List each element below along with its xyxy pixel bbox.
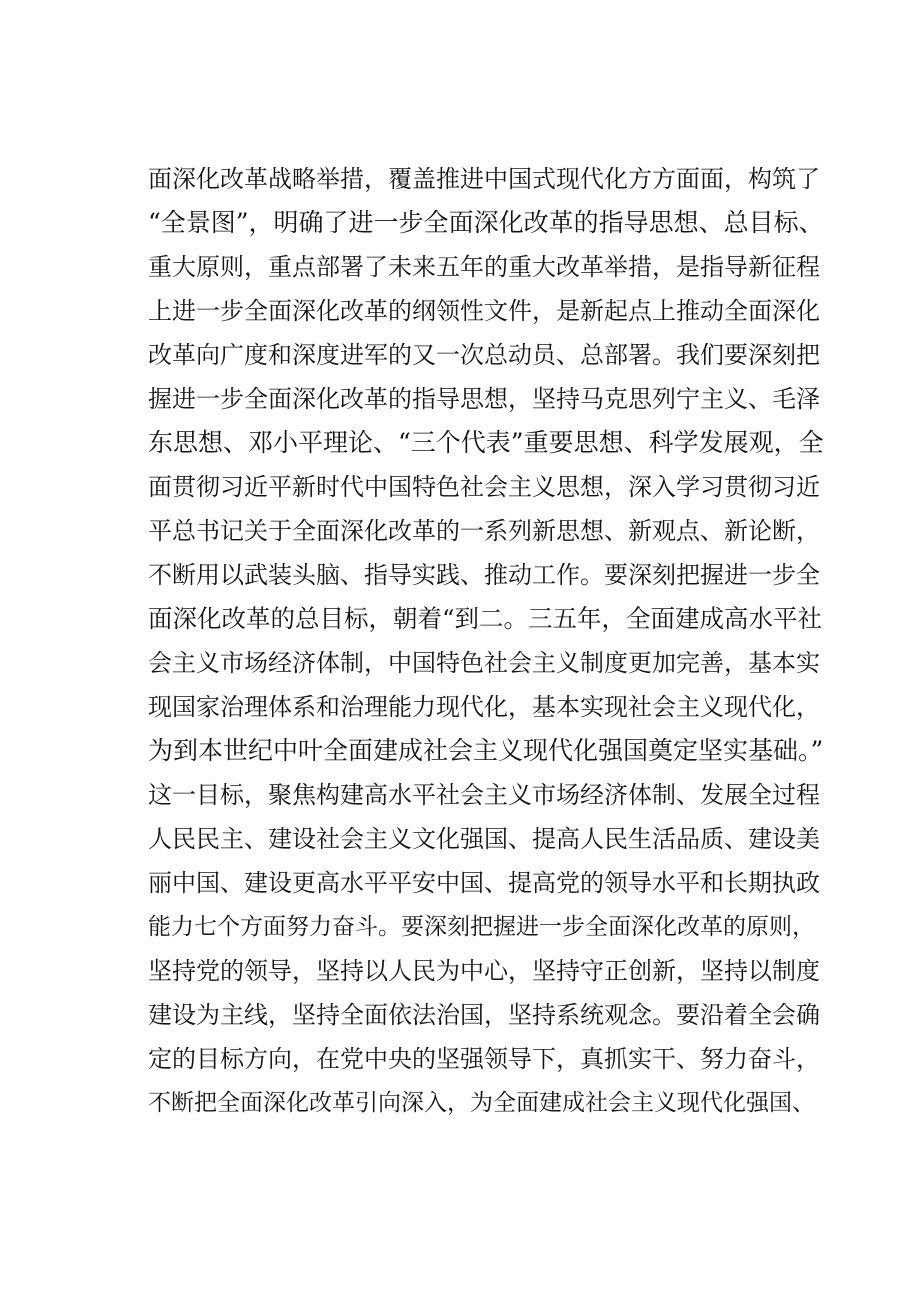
text-line: 面深化改革的总目标，朝着“到二。三五年，全面建成高水平社 xyxy=(148,604,823,633)
text-line: 不断用以武装头脑、指导实践、推动工作。要深刻把握进一步全 xyxy=(148,561,820,589)
text-line: 平总书记关于全面深化改革的一系列新思想、新观点、新论断， xyxy=(148,517,820,545)
text-line: 重大原则，重点部署了未来五年的重大改革举措，是指导新征程 xyxy=(148,253,820,281)
body-text xyxy=(148,157,828,1125)
text-line: 这一目标，聚焦构建高水平社会主义市场经济体制、发展全过程 xyxy=(148,781,820,809)
text-line: 改革向广度和深度进军的又一次总动员、总部署。我们要深刻把 xyxy=(148,341,820,369)
text-line: 不断把全面深化改革引向深入，为全面建成社会主义现代化强国、 xyxy=(148,1090,815,1116)
text-line: 坚持党的领导，坚持以人民为中心，坚持守正创新，坚持以制度 xyxy=(148,957,820,985)
text-line: 丽中国、建设更高水平平安中国、提高党的领导水平和长期执政 xyxy=(148,869,820,897)
text-line: 人民民主、建设社会主义文化强国、提高人民生活品质、建设美 xyxy=(148,825,820,853)
text-line: “全景图”，明确了进一步全面深化改革的指导思想、总目标、 xyxy=(148,208,824,237)
text-line: 建设为主线，坚持全面依法治国，坚持系统观念。要沿着全会确 xyxy=(148,1001,820,1029)
text-line: 能力七个方面努力奋斗。要深刻把握进一步全面深化改革的原则， xyxy=(148,914,815,940)
text-line: 上进一步全面深化改革的纲领性文件，是新起点上推动全面深化 xyxy=(148,297,820,325)
text-line: 定的目标方向，在党中央的坚强领导下，真抓实干、努力奋斗， xyxy=(148,1045,820,1073)
text-line: 现国家治理体系和治理能力现代化，基本实现社会主义现代化， xyxy=(148,693,820,721)
text-line: 东思想、邓小平理论、“三个代表”重要思想、科学发展观，全 xyxy=(148,428,824,457)
text-line: 为到本世纪中叶全面建成社会主义现代化强国奠定坚实基础。” xyxy=(148,736,824,765)
text-line: 握进一步全面深化改革的指导思想，坚持马克思列宁主义、毛泽 xyxy=(148,385,820,413)
text-line: 面贯彻习近平新时代中国特色社会主义思想，深入学习贯彻习近 xyxy=(148,473,820,501)
text-line: 会主义市场经济体制，中国特色社会主义制度更加完善，基本实 xyxy=(148,649,820,677)
text-line: 面深化改革战略举措，覆盖推进中国式现代化方方面面，构筑了 xyxy=(148,165,820,193)
